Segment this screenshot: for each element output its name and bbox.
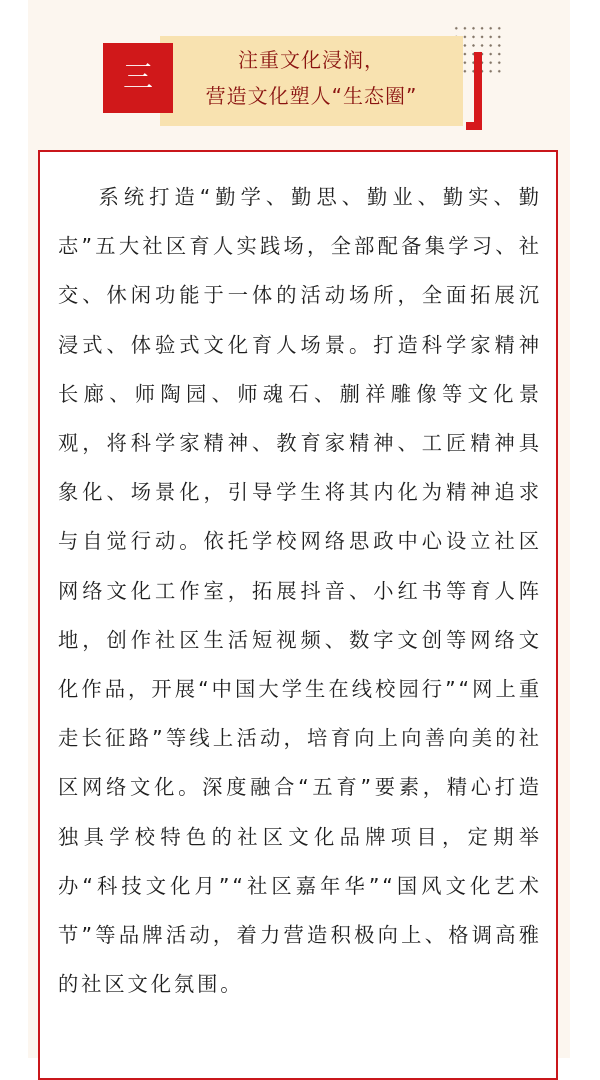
- section-header: [0, 0, 600, 150]
- section-title: [160, 42, 463, 114]
- section-title-line-2: 营造文化塑人“生态圈”: [205, 84, 418, 108]
- section-number-badge: 三: [103, 43, 173, 113]
- body-paragraph: 系统打造“勤学、勤思、勤业、勤实、勤志”五大社区育人实践场，全部配备集学习、社交、休闲功能于一体的活动场所，全面拓展沉浸式、体验式文化育人场景。打造科学家精神长廊、师陶园、师魂石、蒯祥雕像等文化景观，将科学家精神、教育家精神、工匠精神具象化、场景化，引导学生将其内化为精神追求与自觉行动。依托学校网络思政中心设立社区网络文化工作室，拓展抖音、小红书等育人阵地，创作社区生活短视频、数字文创等网络文化作品，开展“中国大学生在线校园行”“网上重走长征路”等线上活动，培育向上向善向美的社区网络文化。深度融合“五育”要素，精心打造独具学校特色的社区文化品牌项目，定期举办“科技文化月”“社区嘉年华”“国风文化艺术节”等品牌活动，着力营造积极向上、格调高雅的社区文化氛围。: [58, 185, 542, 997]
- section-title-line-1: 注重文化浸润，: [238, 48, 385, 72]
- bracket-decoration: [474, 52, 482, 130]
- bracket-decoration-bottom: [466, 122, 482, 130]
